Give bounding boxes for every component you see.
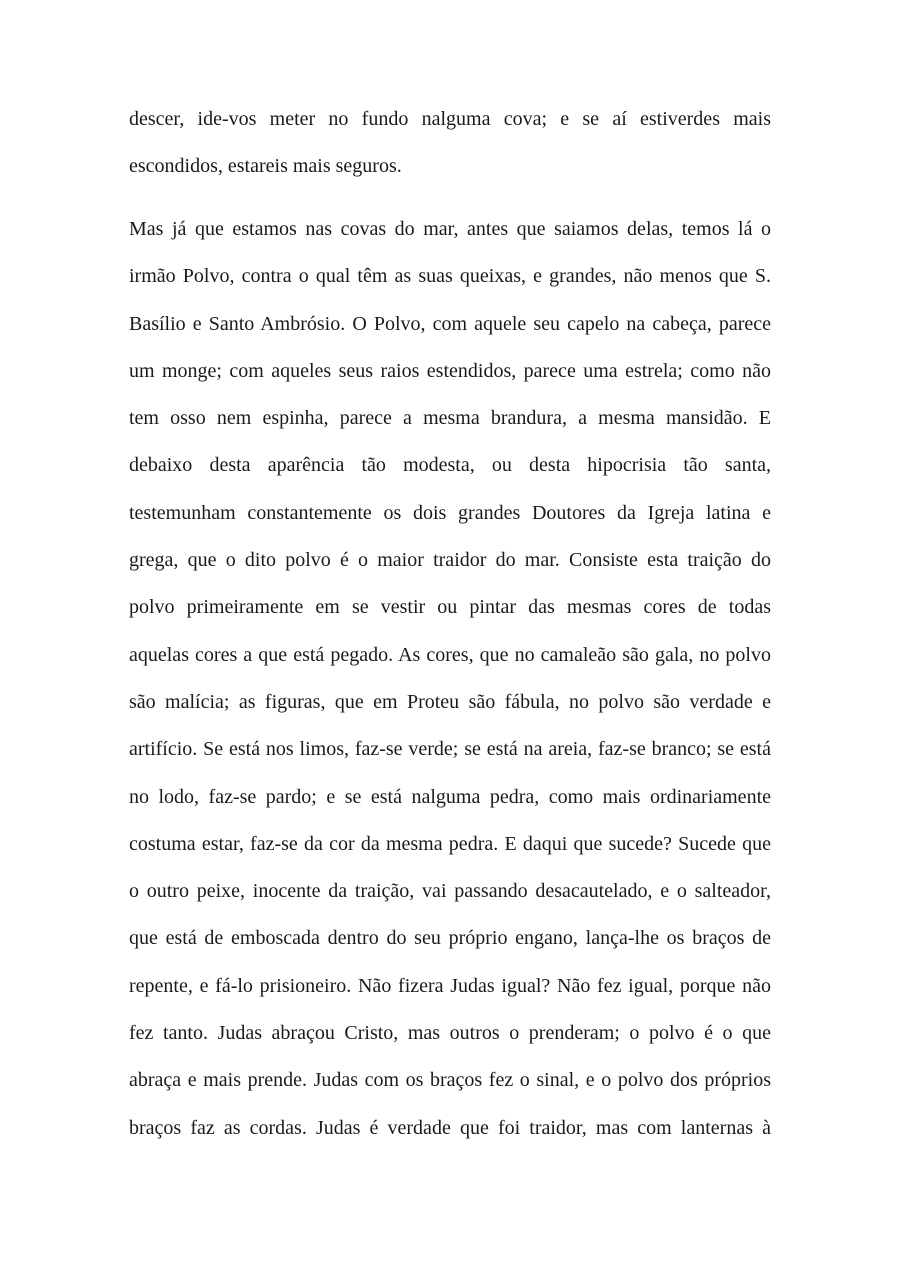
text-line: no lodo, faz-se pardo; e se está nalguma pedra, como mais ordinariamente: [129, 785, 771, 808]
text-line: o outro peixe, inocente da traição, vai passando desacautelado, e o salteador,: [129, 880, 771, 903]
text-line: costuma estar, faz-se da cor da mesma pedra. E daqui que sucede? Sucede que: [129, 832, 771, 855]
text-line: Mas já que estamos nas covas do mar, antes que saiamos delas, temos lá o: [129, 218, 771, 240]
text-line: fez tanto. Judas abraçou Cristo, mas outros o prenderam; o polvo é o que: [129, 1022, 771, 1045]
text-line: aquelas cores a que está pegado. As cores, que no camaleão são gala, no polvo: [129, 643, 771, 666]
text-line: abraça e mais prende. Judas com os braços fez o sinal, e o polvo dos próprios: [129, 1069, 771, 1092]
text-line: repente, e fá-lo prisioneiro. Não fizera Judas igual? Não fez igual, porque não: [129, 974, 771, 997]
text-line: Basílio e Santo Ambrósio. O Polvo, com aquele seu capelo na cabeça, parece: [129, 312, 771, 335]
text-line: descer, ide-vos meter no fundo nalguma cova; e se aí estiverdes mais: [129, 108, 771, 130]
text-line: artifício. Se está nos limos, faz-se verde; se está na areia, faz-se branco; se está: [129, 738, 771, 761]
text-line: um monge; com aqueles seus raios estendidos, parece uma estrela; como não: [129, 359, 771, 382]
text-line: escondidos, estareis mais seguros.: [129, 155, 402, 178]
text-line: debaixo desta aparência tão modesta, ou desta hipocrisia tão santa,: [129, 454, 771, 477]
paragraph-2: [129, 206, 771, 1152]
text-line: braços faz as cordas. Judas é verdade que foi traidor, mas com lanternas à: [129, 1116, 771, 1139]
paragraph-1: [129, 96, 771, 191]
text-line: polvo primeiramente em se vestir ou pintar das mesmas cores de todas: [129, 596, 771, 619]
text-line: testemunham constantemente os dois grandes Doutores da Igreja latina e: [129, 501, 771, 524]
text-line: tem osso nem espinha, parece a mesma brandura, a mesma mansidão. E: [129, 407, 771, 430]
text-line: irmão Polvo, contra o qual têm as suas queixas, e grandes, não menos que S.: [129, 265, 771, 288]
text-line: que está de emboscada dentro do seu próprio engano, lança-lhe os braços de: [129, 927, 771, 950]
text-line: grega, que o dito polvo é o maior traidor do mar. Consiste esta traição do: [129, 549, 771, 572]
text-line: são malícia; as figuras, que em Proteu são fábula, no polvo são verdade e: [129, 690, 771, 713]
